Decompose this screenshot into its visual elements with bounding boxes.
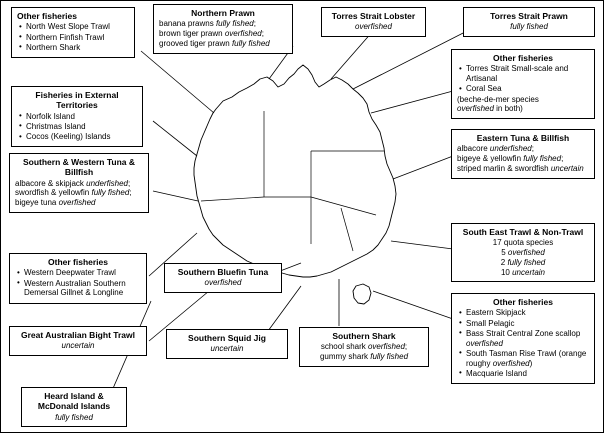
callout-fisheries-external-territories[interactable] bbox=[11, 86, 143, 147]
callout-northern-prawn[interactable] bbox=[153, 4, 293, 54]
callout-line: overfished in both) bbox=[457, 104, 523, 114]
callout-status: uncertain bbox=[210, 344, 244, 354]
callout-line: brown tiger prawn overfished; bbox=[159, 29, 264, 39]
callout-title: Torres Strait Lobster bbox=[331, 11, 416, 21]
callout-line: albacore & skipjack underfished; bbox=[15, 178, 131, 188]
callout-status: uncertain bbox=[61, 341, 95, 351]
callout-title: Torres Strait Prawn bbox=[490, 11, 568, 21]
callout-other-fisheries-east[interactable] bbox=[451, 293, 595, 384]
list-item: • Western Australian Southern Demersal Gillnet & Longline bbox=[24, 279, 141, 299]
callout-line: bigeye & yellowfin fully fished; bbox=[457, 154, 564, 164]
callout-status: fully fished bbox=[55, 412, 93, 422]
callout-line: banana prawns fully fished; bbox=[159, 19, 256, 29]
list-item: • Christmas Island bbox=[26, 122, 137, 132]
callout-other-fisheries-nw[interactable] bbox=[11, 7, 135, 58]
callout-line: 5 overfished bbox=[501, 248, 545, 258]
callout-status: overfished bbox=[204, 278, 242, 288]
callout-southern-bluefin-tuna[interactable] bbox=[164, 263, 282, 293]
callout-line: 10 uncertain bbox=[500, 267, 546, 277]
callout-line: 17 quota species bbox=[492, 238, 554, 248]
list-item: • Coral Sea bbox=[466, 84, 589, 94]
list-item: • Cocos (Keeling) Islands bbox=[26, 132, 137, 142]
callout-list bbox=[17, 22, 129, 52]
callout-title: Other fisheries bbox=[493, 53, 553, 63]
callout-southern-western-tuna-billfish[interactable] bbox=[9, 153, 149, 213]
callout-title: Other fisheries bbox=[48, 257, 108, 267]
callout-great-australian-bight-trawl[interactable] bbox=[9, 326, 147, 356]
callout-title: Southern Squid Jig bbox=[188, 333, 266, 343]
list-item: • Bass Strait Central Zone scallop overfished bbox=[466, 329, 589, 349]
callout-status: overfished bbox=[355, 22, 392, 32]
callout-heard-mcdonald-islands[interactable] bbox=[21, 387, 127, 427]
callout-status: fully fished bbox=[510, 22, 548, 32]
list-item: • South Tasman Rise Trawl (orange roughy overfished) bbox=[466, 349, 589, 369]
callout-title: South East Trawl & Non-Trawl bbox=[462, 227, 584, 237]
list-item: • Eastern Skipjack bbox=[466, 308, 589, 318]
callout-list bbox=[457, 308, 589, 378]
callout-title: Southern Shark bbox=[332, 331, 396, 341]
list-item: • Torres Strait Small-scale and Artisanal bbox=[466, 64, 589, 84]
callout-list bbox=[457, 64, 589, 94]
callout-line: (beche-de-mer species bbox=[457, 94, 539, 104]
callout-title: Other fisheries bbox=[493, 297, 553, 307]
callout-southern-shark[interactable] bbox=[299, 327, 429, 367]
callout-line: school shark overfished; bbox=[320, 342, 408, 352]
callout-other-fisheries-torres[interactable] bbox=[451, 49, 595, 119]
callout-title: Fisheries in External Territories bbox=[35, 90, 119, 111]
callout-torres-strait-lobster[interactable] bbox=[321, 7, 426, 37]
callout-eastern-tuna-billfish[interactable] bbox=[451, 129, 595, 179]
list-item: • Norfolk Island bbox=[26, 112, 137, 122]
callout-title: Other fisheries bbox=[17, 11, 77, 21]
list-item: • Northern Shark bbox=[26, 43, 129, 53]
callout-line: albacore underfished; bbox=[457, 144, 534, 154]
callout-title: Heard Island & McDonald Islands bbox=[37, 391, 111, 412]
callout-line: grooved tiger prawn fully fished bbox=[159, 38, 270, 48]
callout-south-east-trawl[interactable] bbox=[451, 223, 595, 282]
callout-line: striped marlin & swordfish uncertain bbox=[457, 163, 584, 173]
callout-line: bigeye tuna overfished bbox=[15, 198, 96, 208]
list-item: • Small Pelagic bbox=[466, 319, 589, 329]
list-item: • Western Deepwater Trawl bbox=[24, 268, 141, 278]
callout-title: Southern & Western Tuna & Billfish bbox=[22, 157, 136, 178]
callout-title: Eastern Tuna & Billfish bbox=[476, 133, 570, 143]
callout-list bbox=[15, 268, 141, 298]
callout-line: swordfish & yellowfin fully fished; bbox=[15, 188, 132, 198]
callout-line: gummy shark fully fished bbox=[319, 352, 409, 362]
callout-torres-strait-prawn[interactable] bbox=[463, 7, 595, 37]
callout-list bbox=[17, 112, 137, 142]
callout-southern-squid-jig[interactable] bbox=[166, 329, 288, 359]
callout-title: Great Australian Bight Trawl bbox=[21, 330, 135, 340]
list-item: • North West Slope Trawl bbox=[26, 22, 129, 32]
list-item: • Northern Finfish Trawl bbox=[26, 33, 129, 43]
callout-line: 2 fully fished bbox=[500, 257, 546, 267]
list-item: • Macquarie Island bbox=[466, 369, 589, 379]
callout-other-fisheries-west[interactable] bbox=[9, 253, 147, 304]
callout-title: Northern Prawn bbox=[191, 8, 255, 18]
callout-title: Southern Bluefin Tuna bbox=[177, 267, 269, 277]
